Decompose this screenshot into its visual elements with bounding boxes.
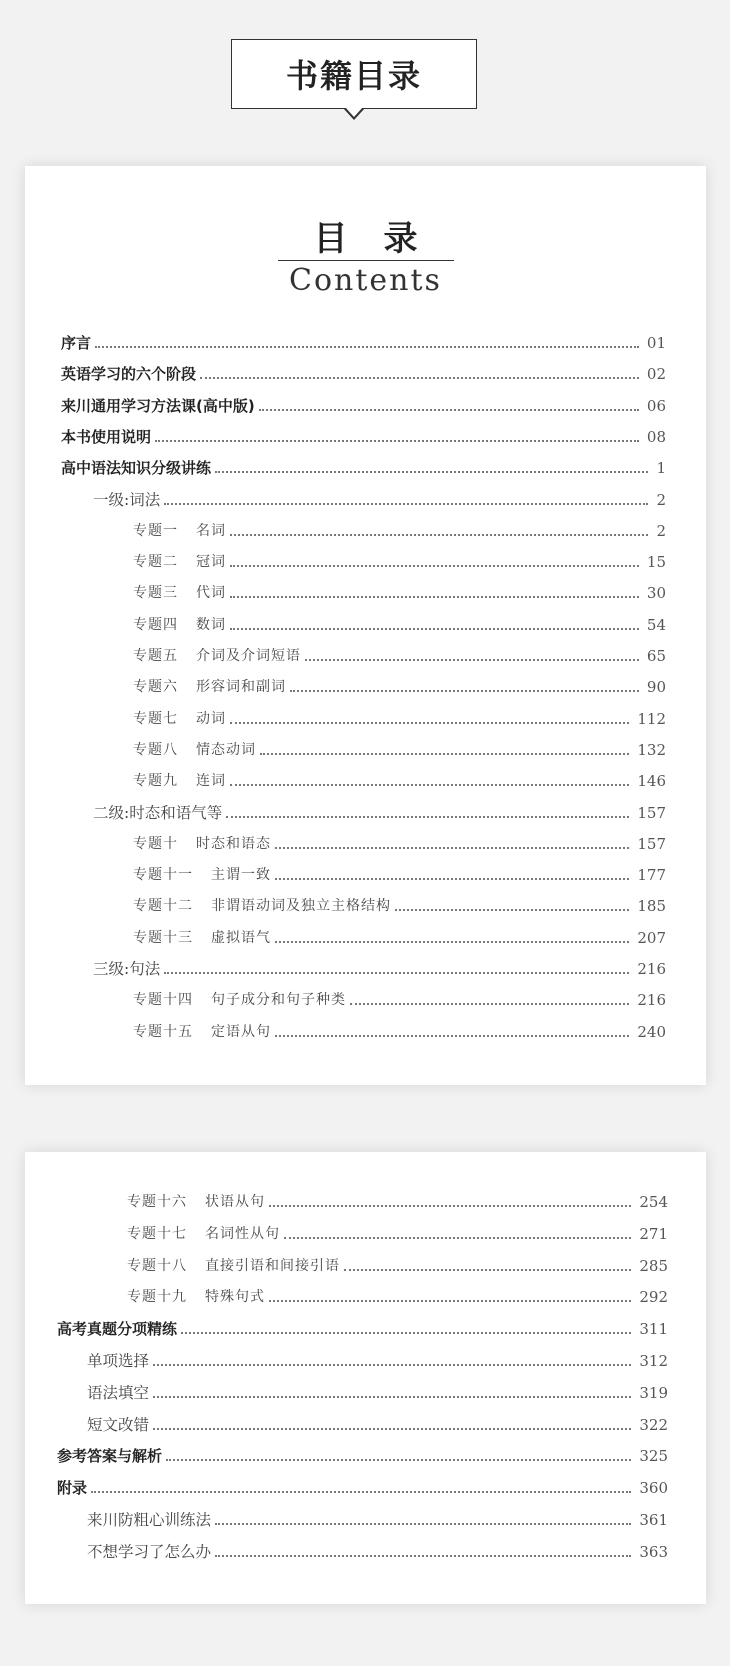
toc-entry: [25, 360, 706, 384]
toc-entry-topic-name: 动词: [196, 710, 226, 727]
toc-heading-chinese: 目录: [278, 218, 454, 261]
toc-entry-page-number: 311: [639, 1320, 668, 1339]
toc-entry-title: [133, 834, 275, 854]
toc-entry-topic-number: 专题七: [133, 710, 178, 727]
dot-leader: [215, 471, 648, 473]
toc-entry: [25, 1283, 706, 1307]
dot-leader: [200, 377, 639, 379]
toc-entry: [25, 329, 706, 353]
toc-entry-page-number: 54: [646, 615, 666, 634]
toc-entry-page-number: 132: [637, 740, 666, 759]
dot-leader: [275, 878, 629, 880]
toc-entry-title: 一级:词法: [93, 490, 161, 509]
toc-entry-title: 语法填空: [87, 1383, 150, 1402]
toc-entry-page-number: 30: [646, 584, 666, 603]
toc-entry-topic-number: 专题十六: [127, 1194, 187, 1210]
toc-entry-page-number: 08: [646, 427, 666, 446]
toc-entry-title: 三级:句法: [93, 960, 161, 978]
dot-leader: [259, 409, 639, 411]
toc-entry-page-number: 363: [639, 1542, 668, 1561]
toc-entry-page-number: 65: [646, 647, 666, 665]
toc-entry: [25, 861, 706, 885]
toc-entry-title: 来川通用学习方法课(高中版): [61, 396, 255, 415]
toc-entry-topic-number: 专题十三: [133, 929, 193, 946]
dot-leader: [166, 1459, 631, 1461]
dot-leader: [260, 753, 629, 755]
toc-entry-title: [133, 615, 230, 635]
toc-entry-topic-name: 代词: [196, 585, 226, 602]
toc-entry-title: 不想学习了怎么办: [87, 1542, 212, 1561]
toc-entry-title: [133, 677, 290, 697]
toc-entry-title: [133, 740, 260, 760]
toc-entry: [25, 924, 706, 948]
toc-entry: [25, 1018, 706, 1042]
toc-entry-title: 参考答案与解析: [57, 1447, 163, 1466]
toc-entry: [25, 486, 706, 510]
toc-entry-page-number: 312: [639, 1352, 668, 1370]
toc-entry: [25, 579, 706, 603]
toc-entry-topic-name: 主谓一致: [211, 867, 271, 884]
dot-leader: [153, 1396, 631, 1398]
toc-entry-title: [127, 1192, 269, 1212]
toc-entry-page-number: 157: [637, 803, 666, 822]
toc-entry: [25, 423, 706, 447]
toc-entry-topic-number: 专题三: [133, 585, 178, 602]
toc-entry-title: 附录: [57, 1479, 88, 1498]
toc-entry-title: [133, 583, 230, 603]
toc-entry: [25, 1474, 706, 1498]
toc-entry-topic-name: 虚拟语气: [211, 929, 271, 946]
toc-entry-topic-number: 专题十二: [133, 898, 193, 915]
toc-entry-page-number: 15: [646, 553, 666, 572]
toc-entry-title: [133, 865, 275, 885]
toc-entry-title: [127, 1224, 284, 1244]
toc-entry-page-number: 112: [637, 709, 666, 728]
toc-entry-page-number: 285: [639, 1256, 668, 1275]
toc-entry-page-number: 322: [639, 1415, 668, 1434]
toc-entry: [25, 955, 706, 979]
toc-entry-topic-name: 非谓语动词及独立主格结构: [211, 898, 391, 915]
toc-entry-topic-name: 介词及介词短语: [196, 648, 301, 664]
toc-entry-page-number: 2: [656, 521, 666, 540]
dot-leader: [290, 690, 639, 692]
toc-entry-page-number: 06: [646, 396, 666, 415]
toc-entry-topic-name: 连词: [196, 773, 226, 790]
toc-entry: [25, 767, 706, 791]
toc-page-2: [25, 1152, 706, 1604]
toc-entry-page-number: 292: [639, 1288, 668, 1307]
toc-entry-page-number: 240: [637, 1022, 666, 1041]
dot-leader: [95, 346, 639, 348]
toc-entry: [25, 1315, 706, 1339]
toc-entry: [25, 642, 706, 666]
toc-entry-topic-number: 专题八: [133, 741, 178, 758]
toc-entry-topic-number: 专题十九: [127, 1289, 187, 1306]
toc-entry: [25, 548, 706, 572]
toc-entry-title: 来川防粗心训练法: [87, 1511, 212, 1529]
dot-leader: [226, 816, 629, 818]
toc-entry-title: [127, 1287, 269, 1307]
toc-entry-page-number: 02: [646, 365, 666, 384]
toc-entry: [25, 892, 706, 916]
toc-entry: [25, 736, 706, 760]
toc-entry-topic-name: 情态动词: [196, 741, 256, 758]
dot-leader: [155, 440, 639, 442]
toc-entry-topic-name: 名词: [196, 522, 226, 539]
toc-entry-title: [133, 552, 230, 572]
toc-entry: [25, 1506, 706, 1530]
dot-leader: [275, 941, 629, 943]
dot-leader: [230, 784, 629, 786]
dot-leader: [284, 1237, 631, 1239]
toc-entry: [25, 611, 706, 635]
toc-entry-page-number: 157: [637, 834, 666, 853]
toc-entry: [25, 1252, 706, 1276]
toc-entry-page-number: 254: [639, 1193, 668, 1211]
toc-entry-title: 高中语法知识分级讲练: [61, 459, 212, 478]
toc-entry-title: 本书使用说明: [61, 427, 152, 446]
toc-entry-page-number: 361: [639, 1511, 668, 1529]
toc-entry-topic-number: 专题十四: [133, 992, 193, 1009]
toc-entry: [25, 673, 706, 697]
toc-entry-title: 二级:时态和语气等: [93, 803, 223, 822]
toc-entry-topic-name: 特殊句式: [205, 1289, 265, 1306]
toc-entry-title: 单项选择: [87, 1352, 150, 1370]
toc-entry-page-number: 216: [637, 991, 666, 1010]
dot-leader: [230, 565, 639, 567]
toc-entry: [25, 830, 706, 854]
toc-entry: [25, 517, 706, 541]
toc-entry-topic-name: 句子成分和句子种类: [211, 992, 346, 1009]
dot-leader: [275, 1035, 629, 1037]
toc-entry-page-number: 177: [637, 866, 666, 885]
toc-heading: [25, 218, 706, 299]
dot-leader: [275, 847, 629, 849]
toc-entry-title: 短文改错: [87, 1415, 150, 1434]
toc-entry-topic-name: 形容词和副词: [196, 679, 286, 696]
toc-entry-topic-number: 专题一: [133, 522, 178, 539]
toc-entry-topic-number: 专题二: [133, 554, 178, 571]
dot-leader: [344, 1269, 631, 1271]
dot-leader: [230, 534, 648, 536]
toc-entry-topic-number: 专题九: [133, 773, 178, 790]
dot-leader: [350, 1003, 629, 1005]
dot-leader: [181, 1332, 631, 1334]
banner-title: 书籍目录: [285, 57, 422, 95]
toc-entry-title: [133, 771, 230, 791]
toc-entry: [25, 799, 706, 823]
toc-entry-topic-number: 专题四: [133, 616, 178, 633]
toc-entry-title: 英语学习的六个阶段: [61, 365, 197, 384]
toc-entry-topic-name: 名词性从句: [205, 1225, 280, 1242]
dot-leader: [230, 628, 639, 630]
toc-entry-topic-number: 专题十七: [127, 1225, 187, 1242]
toc-entry: [25, 1220, 706, 1244]
dot-leader: [91, 1491, 631, 1493]
toc-entry-topic-number: 专题十八: [127, 1257, 187, 1274]
dot-leader: [215, 1555, 631, 1557]
toc-entry: [25, 1538, 706, 1562]
toc-entry-title: 序言: [61, 334, 92, 352]
toc-entry: [25, 1188, 706, 1212]
dot-leader: [269, 1300, 631, 1302]
dot-leader: [395, 909, 629, 911]
toc-entry-topic-name: 直接引语和间接引语: [205, 1257, 340, 1274]
toc-entry-topic-name: 状语从句: [205, 1194, 265, 1210]
toc-entry-page-number: 360: [639, 1479, 668, 1498]
toc-entry-topic-name: 数词: [196, 616, 226, 633]
dot-leader: [164, 503, 648, 505]
toc-entry-page-number: 216: [637, 960, 666, 978]
toc-entry-topic-number: 专题十一: [133, 867, 193, 884]
toc-entry-title: [127, 1256, 344, 1276]
dot-leader: [305, 659, 639, 661]
dot-leader: [269, 1205, 631, 1207]
dot-leader: [230, 722, 629, 724]
toc-entry-title: [133, 1022, 275, 1042]
toc-entry-page-number: 319: [639, 1383, 668, 1402]
toc-entry-title: [133, 928, 275, 948]
toc-entry-page-number: 1: [656, 459, 666, 478]
toc-entry: [25, 1379, 706, 1403]
dot-leader: [215, 1523, 631, 1525]
dot-leader: [164, 972, 629, 974]
toc-entry: [25, 1347, 706, 1371]
toc-entry-page-number: 185: [637, 897, 666, 916]
dot-leader: [153, 1428, 631, 1430]
toc-entry: [25, 454, 706, 478]
toc-entry-topic-number: 专题十: [133, 835, 178, 852]
book-contents-banner: [231, 39, 477, 109]
toc-entry-page-number: 146: [637, 772, 666, 791]
toc-entry: [25, 705, 706, 729]
toc-entry-topic-name: 定语从句: [211, 1023, 271, 1040]
dot-leader: [230, 596, 639, 598]
toc-entry-title: [133, 521, 230, 541]
toc-heading-english: Contents: [289, 263, 442, 298]
toc-entry-topic-number: 专题六: [133, 679, 178, 696]
toc-entry-page-number: 271: [639, 1224, 668, 1243]
toc-entry: [25, 1442, 706, 1466]
toc-entry: [25, 986, 706, 1010]
toc-entry-topic-name: 时态和语态: [196, 835, 271, 852]
toc-entry-title: [133, 896, 395, 916]
toc-entry: [25, 1411, 706, 1435]
toc-entry-page-number: 90: [646, 678, 666, 697]
toc-page-1: [25, 166, 706, 1085]
toc-entry-topic-number: 专题十五: [133, 1023, 193, 1040]
dot-leader: [153, 1364, 631, 1366]
toc-entry-title: [133, 709, 230, 729]
toc-entry-title: [133, 646, 305, 666]
toc-entry-topic-number: 专题五: [133, 648, 178, 664]
toc-entry-title: [133, 990, 350, 1010]
toc-entry-topic-name: 冠词: [196, 554, 226, 571]
toc-entry-page-number: 325: [639, 1447, 668, 1466]
toc-entry-page-number: 2: [656, 490, 666, 509]
toc-entry-page-number: 01: [646, 334, 666, 352]
toc-entry-title: 高考真题分项精练: [57, 1320, 178, 1339]
toc-entry-page-number: 207: [637, 928, 666, 947]
toc-entry: [25, 392, 706, 416]
